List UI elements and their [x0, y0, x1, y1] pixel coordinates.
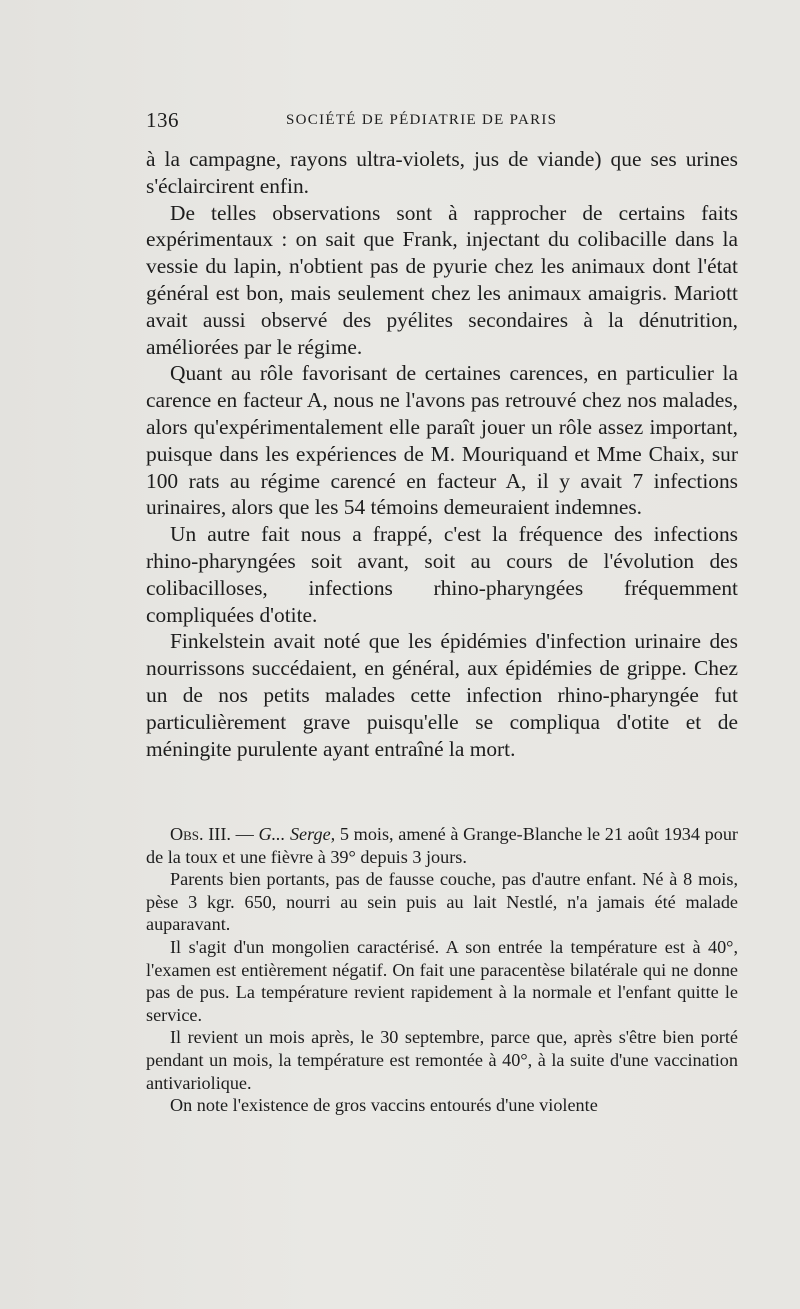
page-number: 136: [146, 108, 179, 132]
observation-paragraph: Il s'agit d'un mongolien caractérisé. A son entrée la température est à 40°, l'examen est entièrement négatif. On fait une paracentèse bilatérale qui ne donne pas de pus. La température revient rapidement à la normale et l'enfant quitte le service.: [146, 936, 738, 1025]
paragraph: Un autre fait nous a frappé, c'est la fréquence des infections rhino-pharyngées soit avant, soit au cours de l'évolution des colibacilloses, infections rhino-pharyngées fréquemment compliquées d'otite.: [146, 522, 738, 627]
paragraph: De telles observations sont à rapprocher de certains faits expérimentaux : on sait que Frank, injectant du colibacille dans la vessie du lapin, n'obtient pas de pyurie chez les animaux dont l'état général est bon, mais seulement chez les animaux amaigris. Mariott avait aussi observé des pyélites secondaires à la dénutrition, améliorées par le régime.: [146, 200, 738, 359]
page-header: [146, 108, 738, 134]
paragraph: Quant au rôle favorisant de certaines carences, en particulier la carence en facteur A, nous ne l'avons pas retrouvé chez nos malades, alors qu'expérimentalement elle paraît jouer un rôle assez important, puisque dans les expériences de M. Mouriquand et Mme Chaix, sur 100 rats au régime carencé en facteur A, il y avait 7 infections urinaires, alors que les 54 témoins demeuraient indemnes.: [146, 361, 738, 520]
observation-patient: G... Serge,: [258, 824, 336, 844]
observation-first-paragraph: [146, 823, 738, 868]
observation-paragraph: On note l'existence de gros vaccins entourés d'une violente: [170, 1095, 598, 1116]
observation-paragraph: Il revient un mois après, le 30 septembre, parce que, après s'être bien porté pendant un mois, la température est remontée à 40°, à la suite d'une vaccination antivariolique.: [146, 1027, 738, 1093]
running-head: SOCIÉTÉ DE PÉDIATRIE DE PARIS: [286, 112, 558, 128]
observation-dash: —: [230, 824, 259, 844]
observation-label: Obs. III.: [170, 824, 231, 844]
paragraph: à la campagne, rayons ultra-violets, jus de viande) que ses urines s'éclaircirent enfin.: [146, 147, 738, 198]
observation-section: [146, 823, 738, 1117]
paragraph: Finkelstein avait noté que les épidémies d'infection urinaire des nourrissons succédaient, en général, aux épidémies de grippe. Chez un de nos petits malades cette infection rhino-pharyngée fut particulièrement grave puisqu'elle se compliqua d'otite et de méningite purulente ayant entraîné la mort.: [146, 629, 738, 761]
observation-first-text: 5 mois, amené à Grange-Blanche le 21 août 1934 pour de la toux et une fièvre à 39° depuis 3 jours.: [146, 824, 738, 867]
main-text: [146, 146, 738, 762]
observation-paragraph: Parents bien portants, pas de fausse couche, pas d'autre enfant. Né à 8 mois, pèse 3 kgr. 650, nourri au sein puis au lait Nestlé, n'a jamais été malade auparavant.: [146, 869, 738, 935]
